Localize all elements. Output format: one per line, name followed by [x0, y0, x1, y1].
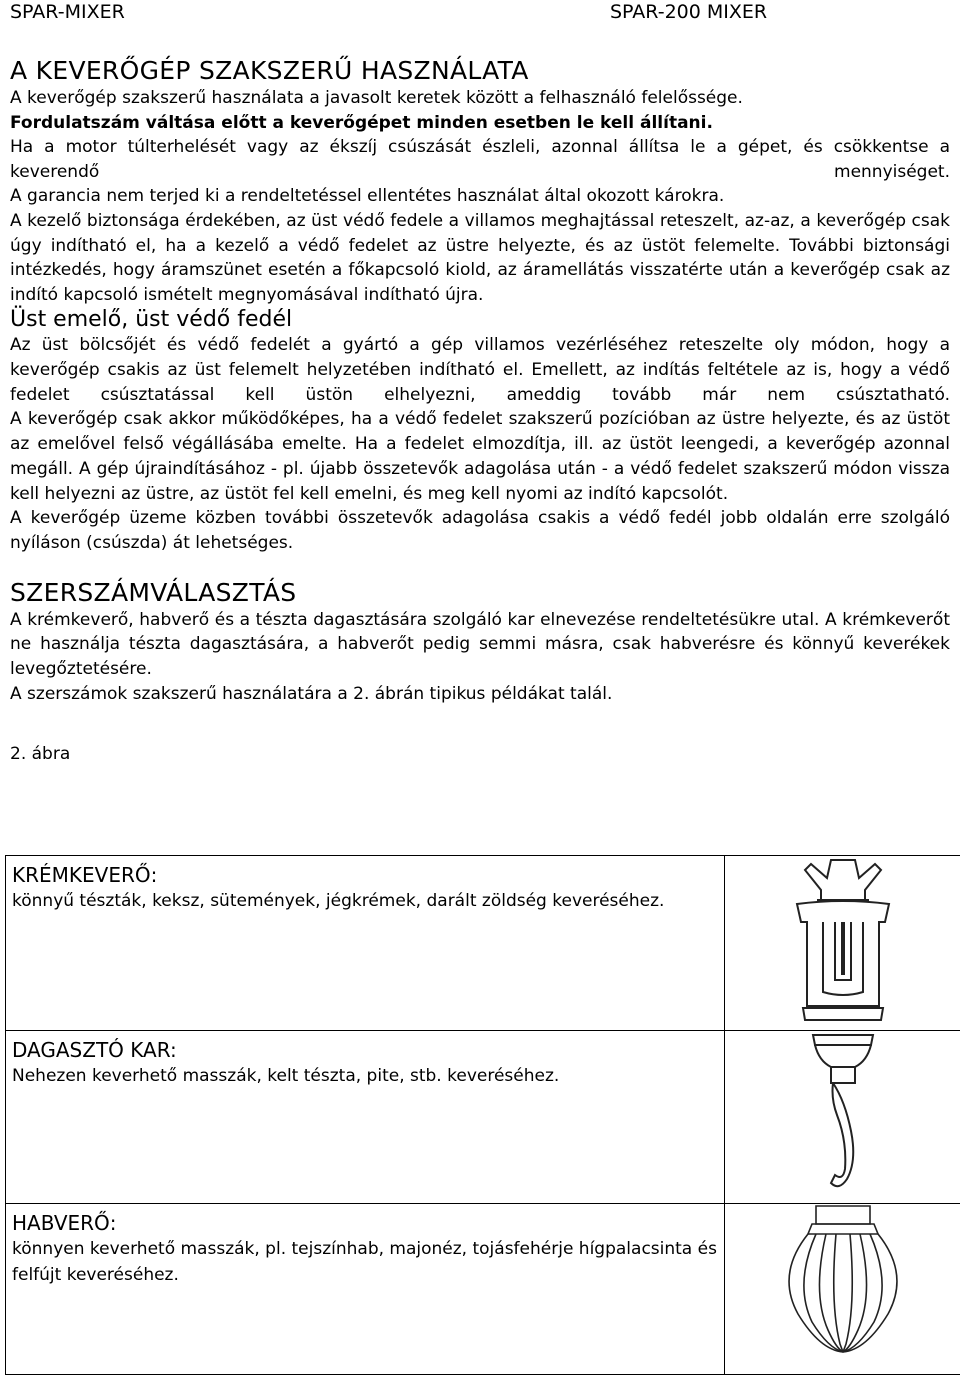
paragraph: A szerszámok szakszerű használatára a 2. ábrán tipikus példákat talál.	[10, 682, 950, 707]
paragraph: Az üst bölcsőjét és védő fedelét a gyártó a gép villamos vezérléséhez reteszelte oly módon, hogy a keverőgép csakis az üst felemelt helyzetében indítható el. Emellett, az indítás feltétele az is, hogy a védő fedelet csúsztatással kell üstön elhelyezni, ameddig tovább már nem csúsztatható.	[10, 333, 950, 407]
paragraph: A keverőgép szakszerű használata a javasolt keretek között a felhasználó felelőssége.	[10, 86, 950, 111]
tool-description: Nehezen keverhető masszák, kelt tészta, pite, stb. keveréséhez.	[12, 1063, 724, 1089]
paragraph: Ha a motor túlterhelését vagy az ékszíj csúszását észleli, azonnal állítsa le a gépet, és csökkentse a keverendő mennyiséget.	[10, 135, 950, 184]
tools-table	[5, 855, 960, 1375]
tool-description: könnyű tészták, keksz, sütemények, jégkrémek, darált zöldség keveréséhez.	[12, 888, 724, 914]
tool-title: DAGASZTÓ KAR:	[12, 1037, 724, 1063]
figure-caption: 2. ábra	[10, 742, 950, 766]
header-right: SPAR-200 MIXER	[610, 0, 767, 24]
document-body	[10, 56, 950, 766]
section-title-bowl-lift: Üst emelő, üst védő fedél	[10, 307, 950, 333]
table-row	[6, 1031, 960, 1204]
section-title-usage: A KEVERŐGÉP SZAKSZERŰ HASZNÁLATA	[10, 56, 950, 86]
section-title-tools: SZERSZÁMVÁLASZTÁS	[10, 578, 950, 608]
paragraph: A keverőgép csak akkor működőképes, ha a védő fedelet szakszerű pozícióban az üstre helyezte, és az üstöt az emelővel felső végállásába emelte. Ha a fedelet elmozdítja, ill. az üstöt leengedi, a keverőgép azonnal megáll. A gép újraindításához - pl. újabb összetevők adagolása után - a védő fedelet szakszerű módon vissza kell helyezni az üstre, az üstöt fel kell emelni, és meg kell nyomi az indító kapcsolót.	[10, 407, 950, 506]
tool-title: HABVERŐ:	[12, 1210, 724, 1236]
table-row	[6, 856, 960, 1031]
paragraph: A keverőgép üzeme közben további összetevők adagolása csakis a védő fedél jobb oldalán erre szolgáló nyíláson (csúszda) át lehetséges.	[10, 506, 950, 555]
paragraph: A krémkeverő, habverő és a tészta dagasztására szolgáló kar elnevezése rendeltetésükre utal. A krémkeverőt ne használja tészta dagasztására, a habverőt pedig semmi másra, csak habverésre és könnyű keverékek levegőztetésére.	[10, 608, 950, 682]
paragraph: A garancia nem terjed ki a rendeltetéssel ellentétes használat által okozott károkra.	[10, 184, 950, 209]
header-left: SPAR-MIXER	[10, 0, 125, 24]
tool-title: KRÉMKEVERŐ:	[12, 862, 724, 888]
wire-whip-icon	[768, 1204, 918, 1354]
flat-beater-icon	[773, 856, 913, 1024]
tool-description: könnyen keverhető masszák, pl. tejszínhab, majonéz, tojásfehérje hígpalacsinta és felfújt keveréséhez.	[12, 1236, 724, 1288]
paragraph: A kezelő biztonsága érdekében, az üst védő fedele a villamos meghajtással reteszelt, az-az, a keverőgép csak úgy indítható el, ha a kezelő a védő fedelet az üstre helyezte, és az üstöt felemelte. További biztonsági intézkedés, hogy áramszünet esetén a főkapcsoló kiold, az áramellátás visszatérte után a keverőgép csak az indító kapcsoló ismételt megnyomásával indítható újra.	[10, 209, 950, 307]
table-row	[6, 1204, 960, 1375]
warning-paragraph: Fordulatszám váltása előtt a keverőgépet minden esetben le kell állítani.	[10, 111, 950, 136]
dough-hook-icon	[773, 1031, 913, 1197]
